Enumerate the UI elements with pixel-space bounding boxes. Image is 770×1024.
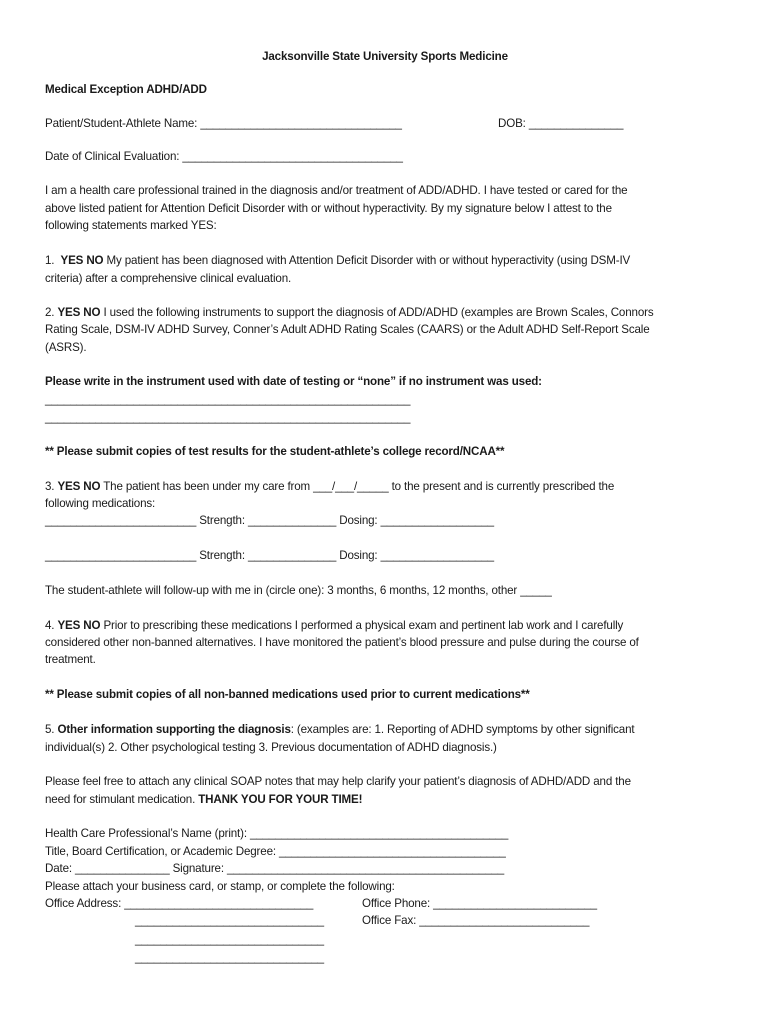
item-4-text: Prior to prescribing these medications I performed a physical exam and pertinent lab work and I carefully [100,619,624,632]
item-1-yes-no[interactable]: YES NO [60,254,104,267]
office-address-field[interactable]: Office Address: ______________________________ [45,897,314,910]
medication-row[interactable]: ________________________ Strength: ______________ Dosing: __________________ [45,549,494,562]
intro-line: following statements marked YES: [45,219,217,232]
intro-line: above listed patient for Attention Deficit Disorder with or without hyperactivity. By my signature below I attest to the [45,202,612,215]
item-3-yes-no[interactable]: YES NO [57,480,101,493]
item-3-text: The patient has been under my care from ___/___/_____ to the present and is currently prescribed the [100,480,615,493]
thank-you-text: THANK YOU FOR YOUR TIME! [198,793,363,806]
item-1-number: 1. [45,254,61,267]
medications-note: ** Please submit copies of all non-banned medications used prior to current medications** [45,688,530,701]
item-5-number: 5. [45,723,58,736]
patient-name-field[interactable]: Patient/Student-Athlete Name: ________________________________ [45,117,402,130]
item-4-yes-no[interactable]: YES NO [57,619,101,632]
office-address-line[interactable]: ______________________________ [135,933,324,946]
item-1-line [45,253,630,268]
instrument-blank[interactable]: __________________________________________________________ [45,411,411,424]
item-5-text: : (examples are: 1. Reporting of ADHD symptoms by other significant [290,723,635,736]
item-2-number: 2. [45,306,58,319]
office-address-line[interactable]: ______________________________ [135,914,324,927]
item-4-line [45,618,623,633]
office-phone-field[interactable]: Office Phone: __________________________ [362,897,597,910]
office-fax-field[interactable]: Office Fax: ___________________________ [362,914,590,927]
follow-up-line[interactable]: The student-athlete will follow-up with me in (circle one): 3 months, 6 months, 12 months, other _____ [45,584,552,597]
attach-instruction: Please attach your business card, or stamp, or complete the following: [45,880,395,893]
item-2-text: I used the following instruments to support the diagnosis of ADD/ADHD (examples are Brown Scales, Connors [100,306,654,319]
test-results-note: ** Please submit copies of test results for the student-athlete’s college record/NCAA** [45,445,505,458]
item-4-line: treatment. [45,653,96,666]
item-4-line: considered other non-banned alternatives. I have monitored the patient’s blood pressure and pulse during the course of [45,636,639,649]
item-3-line: following medications: [45,497,156,510]
item-5-heading: Other information supporting the diagnosis [57,723,291,736]
closing-line [45,792,362,807]
item-1-line: criteria) after a comprehensive clinical evaluation. [45,272,292,285]
form-name: Medical Exception ADHD/ADD [45,83,207,96]
office-address-line[interactable]: ______________________________ [135,951,324,964]
evaluation-date-field[interactable]: Date of Clinical Evaluation: ___________________________________ [45,150,403,163]
item-2-line: (ASRS). [45,341,87,354]
medication-row[interactable]: ________________________ Strength: ______________ Dosing: __________________ [45,514,494,527]
title-field[interactable]: Title, Board Certification, or Academic Degree: ____________________________________ [45,845,506,858]
closing-line: Please feel free to attach any clinical SOAP notes that may help clarify your patient’s diagnosis of ADHD/ADD and the [45,775,631,788]
item-3-line [45,479,614,494]
item-1-text: My patient has been diagnosed with Attention Deficit Disorder with or without hyperactivity (using DSM-IV [103,254,631,267]
professional-name-field[interactable]: Health Care Professional’s Name (print): _________________________________________ [45,827,509,840]
page-title: Jacksonville State University Sports Medicine [262,50,508,63]
item-5-line: individual(s) 2. Other psychological testing 3. Previous documentation of ADHD diagnosis.) [45,741,497,754]
item-2-line [45,305,654,320]
instrument-blank[interactable]: __________________________________________________________ [45,393,411,406]
date-signature-field[interactable]: Date: _______________ Signature: ____________________________________________ [45,862,505,875]
item-2-yes-no[interactable]: YES NO [57,306,101,319]
item-5-line [45,722,634,737]
item-3-number: 3. [45,480,58,493]
item-4-number: 4. [45,619,58,632]
instrument-prompt: Please write in the instrument used with date of testing or “none” if no instrument was used: [45,375,542,388]
dob-field[interactable]: DOB: _______________ [498,117,624,130]
item-2-line: Rating Scale, DSM-IV ADHD Survey, Conner’s Adult ADHD Rating Scales (CAARS) or the Adult ADHD Self-Report Scale [45,323,650,336]
closing-text: need for stimulant medication. [45,793,199,806]
intro-line: I am a health care professional trained in the diagnosis and/or treatment of ADD/ADHD. I have tested or cared for the [45,184,628,197]
